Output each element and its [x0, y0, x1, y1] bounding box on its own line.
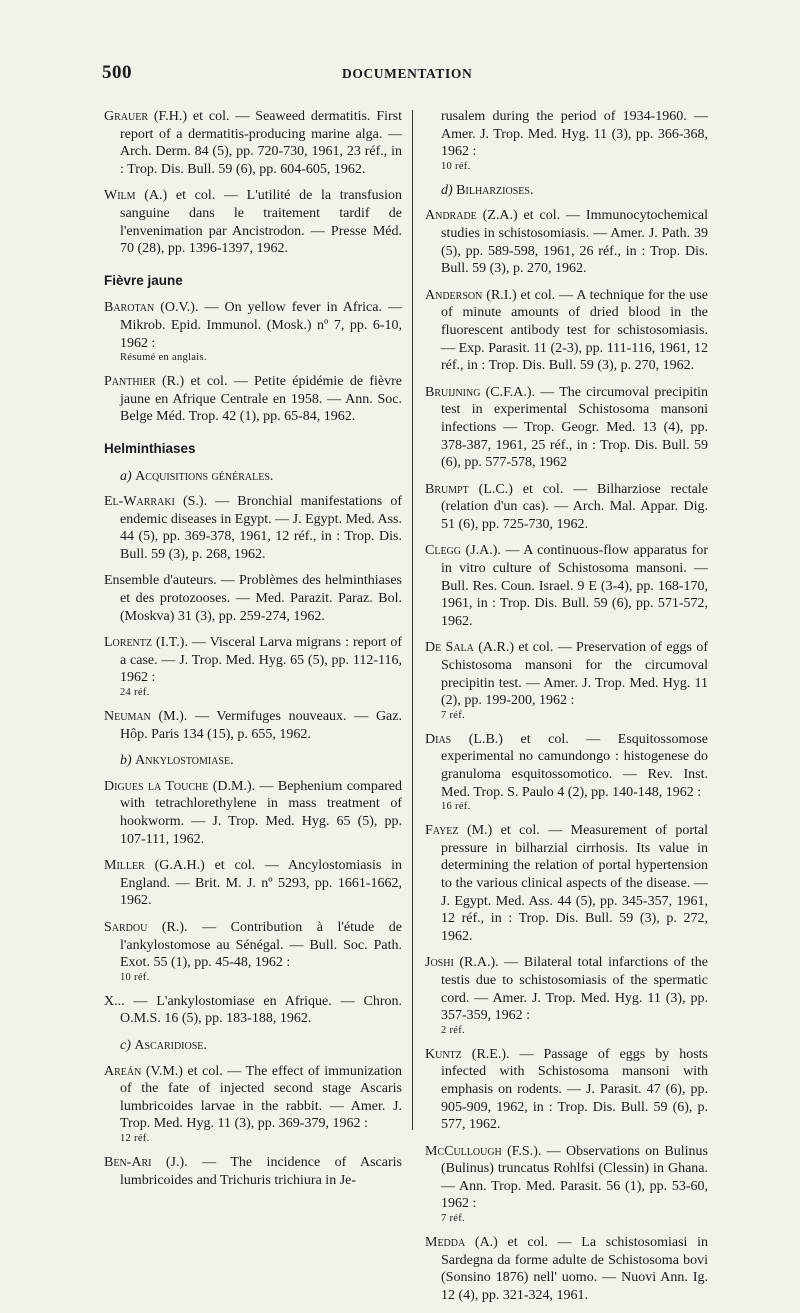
running-title: DOCUMENTATION — [342, 66, 473, 81]
entry-text: — Bilateral total infarctions of the testis due to schistosomiasis of the spermatic cord. — Amer. J. Trop. Med. Hyg. 11 (3), pp. 357-359, 1962 : — [441, 955, 709, 1024]
bibliography-entry — [104, 919, 402, 984]
bibliography-entry — [104, 1154, 402, 1189]
bibliography-entry — [104, 1063, 402, 1145]
bibliography-entry — [425, 954, 708, 1036]
entry-text: — L'ankylostomiase en Afrique. — Chron. O.M.S. 16 (5), pp. 183-188, 1962. — [120, 993, 402, 1027]
bibliography-entry — [104, 187, 402, 257]
subsection-heading — [441, 182, 708, 200]
subsection-letter: d) — [441, 182, 453, 198]
bibliography-entry — [425, 639, 708, 721]
entry-author: Brumpt (L.C.) — [425, 481, 513, 497]
bibliography-entry — [104, 708, 402, 743]
entry-text: et col. — Ancylostomiasis in England. — Brit. M. J. nº 5293, pp. 1661-1662, 1962. — [120, 858, 402, 909]
subsection-label: Bilharzioses. — [456, 182, 534, 198]
bibliography-entry — [104, 993, 402, 1028]
entry-note: 10 réf. — [120, 971, 150, 983]
entry-text: et col. — Immunocytochemical studies in schistosomiasis. — Amer. J. Path. 39 (5), pp. 589-598, 1961, 26 réf., in : Trop. Dis. Bull. 59 (3), p. 270, 1962. — [441, 208, 708, 277]
entry-text: et col. — The effect of immunization of the fate of injected second stage Ascaris lumbricoides larvae in the rabbit. — Amer. J. Trop. Med. Hyg. 11 (3), pp. 369-379, 1962 : — [120, 1063, 402, 1132]
entry-note: 12 réf. — [120, 1132, 150, 1144]
entry-author: McCullough (F.S.). — [425, 1143, 542, 1159]
entry-text: — The incidence of Ascaris lumbricoides and Trichuris trichiura in Je- — [120, 1154, 402, 1188]
entry-text: — The circumoval precipitin test in experimental Schistosoma mansoni infections — Trop. Geogr. Med. 13 (4), pp. 378-387, 1961, 25 réf., in : Trop. Dis. Bull. 59 (6), pp. 577-578, 1962 — [441, 384, 708, 471]
entry-author: Dias (L.B.) — [425, 731, 503, 747]
bibliography-entry — [425, 1046, 708, 1134]
entry-note: 7 réf. — [441, 709, 465, 721]
section-heading: Helminthiases — [104, 440, 196, 456]
entry-note: 7 réf. — [441, 1213, 465, 1225]
bibliography-entry — [104, 778, 402, 848]
entry-text: et col. — L'utilité de la transfusion sanguine dans le traitement tardif de l'envenimation par Ancistrodon. — Presse Méd. 70 (28), pp. 1396-1397, 1962. — [120, 188, 402, 257]
entry-text: et col. — A technique for the use of minute amounts of dried blood in the fluorescent antibody test for schistosomiasis. — Exp. Parasit. 11 (2-3), pp. 111-116, 1961, 12 réf., in : Trop. Dis. Bull. 59 (3), p. 270, 1962. — [441, 287, 708, 374]
column-divider — [412, 110, 413, 1130]
subsection-heading — [120, 468, 402, 486]
entry-author: Wilm (A.) — [104, 188, 168, 204]
entry-text: — Observations on Bulinus (Bulinus) truncatus Rohlfsi (Clessin) in Ghana. — Ann. Trop. Med. Parasit. 56 (1), pp. 53-60, 1962 : — [441, 1143, 708, 1212]
subsection-letter: b) — [120, 753, 132, 769]
entry-author: Joshi (R.A.). — [425, 955, 499, 971]
entry-text: et col. — Measurement of portal pressure in bilharzial cirrhosis. Its value in determining the relation of portal hypertension to the various clinical aspects of the disease. — J. Egypt. Med. Ass. 44 (5), pp. 345-357, 1961, 12 réf., in : Trop. Dis. Bull. 59 (3), p. 272, 1962. — [441, 823, 708, 944]
entry-text: — Vermifuges nouveaux. — Gaz. Hôp. Paris 134 (15), p. 655, 1962. — [120, 709, 402, 742]
entry-note: Résumé en anglais. — [120, 352, 207, 364]
bibliography-entry — [425, 287, 708, 375]
entry-author: Bruijning (C.F.A.). — [425, 384, 536, 400]
entry-author: Lorentz (I.T.). — [104, 635, 188, 651]
subsection-label: Acquisitions générales. — [135, 468, 274, 484]
entry-text: et col. — La schistosomiasi in Sardegna da forme adulte de Schistosoma bovi (Sonsino 1876) nell' uomo. — Nuovi Ann. Ig. 12 (4), pp. 321-324, 1961. — [441, 1235, 708, 1303]
entry-text: et col. — Seaweed dermatitis. First report of a dermatitis-producing marine alga. — Arch. Derm. 84 (5), pp. 720-730, 1961, 23 réf., in : Trop. Dis. Bull. 59 (6), pp. 604-605, 1962. — [120, 109, 402, 177]
entry-author: Digues la Touche (D.M.). — [104, 778, 256, 794]
entry-author: Sardou (R.). — [104, 919, 188, 935]
entry-author: X... — [104, 993, 125, 1009]
subsection-heading — [120, 1037, 402, 1055]
page-header — [102, 62, 702, 88]
entry-text: — Passage of eggs by hosts infected with Schistosoma mansoni with emphasis on rodents. — J. Parasit. 47 (6), pp. 905-909, 1962, in : Trop. Dis. Bull. 59 (6), p. 577, 1962. — [441, 1046, 709, 1133]
entry-author: Ensemble d'auteurs. — [104, 573, 217, 589]
entry-author: El-Warraki (S.). — [104, 494, 208, 510]
entry-text: — Contribution à l'étude de l'ankylostomose au Sénégal. — Bull. Soc. Path. Exot. 55 (1), pp. 45-48, 1962 : — [120, 919, 402, 971]
entry-author: Panthier (R.) — [104, 374, 185, 390]
subsection-label: Ascaridiose. — [134, 1037, 207, 1053]
bibliography-entry — [104, 299, 402, 364]
entry-text: et col. — Petite épidémie de fièvre jaune en Afrique Centrale en 1958. — Ann. Soc. Belge Méd. Trop. 42 (1), pp. 65-84, 1962. — [120, 374, 402, 425]
entry-author: Anderson (R.I.) — [425, 287, 517, 303]
bibliography-entry-continued — [425, 108, 708, 173]
bibliography-entry — [425, 207, 708, 277]
entry-text: et col. — Bilharziose rectale (relation d'un cas). — Arch. Mal. Appar. Dig. 51 (6), pp. 725-730, 1962. — [441, 481, 708, 532]
bibliography-entry — [104, 373, 402, 426]
entry-note: 2 réf. — [441, 1024, 465, 1036]
entry-text: — Visceral Larva migrans : report of a case. — J. Trop. Med. Hyg. 65 (5), pp. 112-116, 1962 : — [120, 635, 402, 686]
bibliography-entry — [425, 731, 708, 813]
entry-author: Grauer (F.H.) — [104, 109, 187, 124]
subsection-heading — [120, 752, 402, 770]
bibliography-entry — [425, 822, 708, 945]
entry-author: Fayez (M.) — [425, 823, 493, 839]
entry-text: et col. — Esquitossomose experimental no camundongo : histogenese do granuloma esquitossomotico. — Rev. Inst. Med. Trop. S. Paulo 4 (2), pp. 140-148, 1962 : — [441, 731, 709, 800]
entry-text: — Problèmes des helminthiases et des protozooses. — Med. Parazit. Paraz. Bol. (Moskva) 31 (3), pp. 259-274, 1962. — [120, 573, 402, 624]
entry-text: — Bephenium compared with tetrachlorethylene in mass treatment of hookworm. — J. Trop. Med. Hyg. 65 (5), pp. 107-111, 1962. — [120, 778, 402, 847]
subsection-letter: c) — [120, 1037, 131, 1053]
subsection-label: Ankylostomiase. — [135, 753, 234, 769]
entry-text: et col. — Preservation of eggs of Schistosoma mansoni for the circumoval precipitin test. — Amer. J. Trop. Med. Hyg. 11 (2), pp. 199-200, 1962 : — [441, 640, 708, 709]
entry-author: Neuman (M.). — [104, 709, 188, 725]
bibliography-entry — [425, 1143, 708, 1225]
entry-author: Andrade (Z.A.) — [425, 208, 518, 224]
entry-author: Ben-Ari (J.). — [104, 1154, 188, 1170]
bibliography-entry — [425, 1234, 708, 1304]
page-number: 500 — [102, 62, 132, 83]
entry-author: De Sala (A.R.) — [425, 640, 514, 656]
entry-note: 10 réf. — [441, 160, 471, 172]
section-heading: Fièvre jaune — [104, 272, 183, 288]
bibliography-entry — [104, 634, 402, 699]
right-column — [425, 108, 708, 1313]
entry-note: 24 réf. — [120, 687, 150, 699]
bibliography-entry — [104, 493, 402, 563]
entry-note: 16 réf. — [441, 801, 471, 813]
entry-text: — On yellow fever in Africa. — Mikrob. Epid. Immunol. (Mosk.) nº 7, pp. 6-10, 1962 : — [120, 300, 402, 351]
entry-author: Miller (G.A.H.) — [104, 858, 205, 874]
entry-text: — Bronchial manifestations of endemic diseases in Egypt. — J. Egypt. Med. Ass. 44 (5), pp. 369-378, 1961, 12 réf., in : Trop. Dis. Bull. 59 (3), p. 268, 1962. — [120, 494, 402, 562]
entry-text: — A continuous-flow apparatus for in vitro culture of Schistosoma mansoni. — Bull. Res. Coun. Israel. 9 E (3-4), pp. 168-170, 1961, in : Trop. Dis. Bull. 59 (6), pp. 571-572, 1962. — [441, 543, 708, 629]
entry-author: Medda (A.) — [425, 1235, 498, 1251]
bibliography-entry — [104, 572, 402, 625]
bibliography-entry — [104, 108, 402, 178]
subsection-letter: a) — [120, 468, 132, 484]
entry-text: rusalem during the period of 1934-1960. — Amer. J. Trop. Med. Hyg. 11 (3), pp. 366-368, 1962 : — [441, 109, 708, 160]
bibliography-entry — [425, 481, 708, 534]
entry-author: Clegg (J.A.). — [425, 543, 501, 559]
entry-author: Kuntz (R.E.). — [425, 1046, 510, 1062]
bibliography-entry — [425, 542, 708, 630]
left-column — [104, 108, 402, 1198]
entry-author: Areán (V.M.) — [104, 1063, 183, 1079]
bibliography-entry — [425, 384, 708, 472]
entry-author: Barotan (O.V.). — [104, 300, 199, 316]
bibliography-entry — [104, 857, 402, 910]
